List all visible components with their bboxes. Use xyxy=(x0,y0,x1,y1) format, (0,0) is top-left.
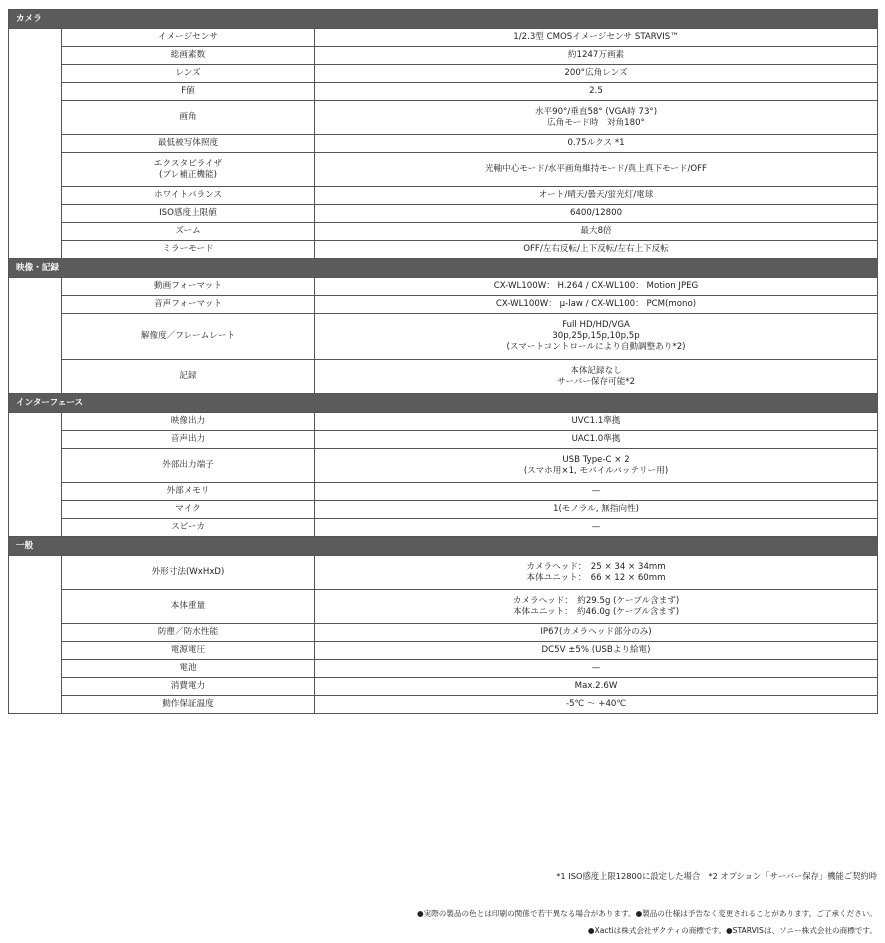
spec-label xyxy=(62,135,315,153)
spec-value xyxy=(315,296,878,314)
spec-label xyxy=(62,678,315,696)
spec-value-line: カメラヘッド： 25 × 34 × 34mm xyxy=(526,561,666,572)
spec-value xyxy=(315,314,878,360)
spec-value-line: 6400/12800 xyxy=(569,208,623,218)
spec-value-line: — xyxy=(591,663,601,673)
spec-value-line: USB Type-C × 2 xyxy=(562,454,630,465)
spec-value xyxy=(315,642,878,660)
section-indent xyxy=(9,29,62,259)
spec-label-line: 防塵／防水性能 xyxy=(157,627,219,637)
spec-value-line: 30p,25p,15p,10p,5p xyxy=(552,331,640,341)
spec-value-line: Full HD/HD/VGA xyxy=(562,320,630,330)
spec-row xyxy=(9,660,878,678)
spec-label xyxy=(62,413,315,431)
spec-row xyxy=(9,278,878,296)
spec-value-line: CX-WL100W： H.264 / CX-WL100： Motion JPEG xyxy=(493,281,699,291)
section-indent xyxy=(9,413,62,537)
spec-label-line: ズーム xyxy=(175,226,201,236)
spec-label-line: ホワイトバランス xyxy=(153,190,223,200)
footnote-disclaimer: ●実際の製品の色とは印刷の関係で若干異なる場合があります。●製品の仕様は予告なく変更されることがあります。ご了承ください。 xyxy=(416,909,877,918)
spec-label-line: 音声フォーマット xyxy=(154,299,222,309)
spec-label xyxy=(62,483,315,501)
spec-label-line: ミラーモード xyxy=(162,244,214,254)
spec-label xyxy=(62,696,315,714)
spec-row xyxy=(9,413,878,431)
spec-row xyxy=(9,241,878,259)
spec-value-line: -5℃ ～ +40℃ xyxy=(565,699,627,709)
spec-label-line: 総画素数 xyxy=(170,50,206,60)
spec-label-line: F値 xyxy=(181,86,195,96)
spec-value-line: — xyxy=(591,486,601,496)
spec-value xyxy=(315,501,878,519)
spec-label xyxy=(62,449,315,483)
spec-label-line: 外部メモリ xyxy=(166,486,210,496)
spec-value-line: 光軸中心モード/水平画角維持モード/真上真下モード/OFF xyxy=(485,164,707,174)
spec-value xyxy=(315,624,878,642)
spec-value-line: 水平90°/垂直58° (VGA時 73°) xyxy=(534,106,658,117)
spec-row xyxy=(9,519,878,537)
spec-row xyxy=(9,47,878,65)
spec-value xyxy=(315,278,878,296)
spec-value xyxy=(315,187,878,205)
spec-value xyxy=(315,696,878,714)
spec-value-line: 本体ユニット： 66 × 12 × 60mm xyxy=(526,572,666,583)
spec-row xyxy=(9,29,878,47)
spec-row xyxy=(9,153,878,187)
spec-value xyxy=(315,47,878,65)
spec-label-line: 画角 xyxy=(179,112,197,122)
spec-label xyxy=(62,360,315,394)
spec-value-line: — xyxy=(591,522,601,532)
section-title: カメラ xyxy=(9,10,878,29)
spec-label xyxy=(62,223,315,241)
spec-row xyxy=(9,360,878,394)
spec-label xyxy=(62,187,315,205)
spec-row xyxy=(9,624,878,642)
spec-value xyxy=(315,360,878,394)
spec-value xyxy=(315,519,878,537)
spec-value-line: オート/晴天/曇天/蛍光灯/電球 xyxy=(538,190,654,200)
spec-value-line: DC5V ±5% (USBより給電) xyxy=(541,645,651,655)
spec-value-line: (スマートコントロールにより自動調整あり*2) xyxy=(506,342,686,352)
spec-row xyxy=(9,449,878,483)
spec-value xyxy=(315,660,878,678)
spec-label-line: 音声出力 xyxy=(170,434,206,444)
spec-label xyxy=(62,65,315,83)
spec-label-line: マイク xyxy=(175,504,201,514)
spec-value xyxy=(315,431,878,449)
spec-label xyxy=(62,278,315,296)
spec-value xyxy=(315,153,878,187)
spec-value xyxy=(315,241,878,259)
spec-label xyxy=(62,205,315,223)
spec-label xyxy=(62,296,315,314)
spec-value-line: 1(モノラル, 無指向性) xyxy=(552,504,640,514)
spec-value-line: 200°広角レンズ xyxy=(564,68,628,78)
spec-label-line: 映像出力 xyxy=(170,416,206,426)
spec-label-line: 動画フォーマット xyxy=(154,281,222,291)
spec-value xyxy=(315,483,878,501)
spec-label-line: ISO感度上限値 xyxy=(159,208,217,218)
spec-label xyxy=(62,241,315,259)
spec-row xyxy=(9,101,878,135)
spec-value-line: (スマホ用×1, モバイルバッテリー用) xyxy=(523,465,669,476)
spec-value-line: 0.75ルクス *1 xyxy=(567,138,625,148)
spec-label xyxy=(62,642,315,660)
spec-value xyxy=(315,413,878,431)
spec-value xyxy=(315,83,878,101)
spec-label-line: スピーカ xyxy=(171,522,205,532)
section-header xyxy=(9,537,878,556)
section-header xyxy=(9,10,878,29)
spec-label xyxy=(62,556,315,590)
spec-label-line: 記録 xyxy=(179,371,197,381)
spec-label xyxy=(62,431,315,449)
spec-label xyxy=(62,501,315,519)
spec-value-line: 1/2.3型 CMOSイメージセンサ STARVIS™ xyxy=(513,32,679,42)
spec-label-line: エクスタビライザ xyxy=(153,158,223,169)
spec-value-line: 最大8倍 xyxy=(580,226,612,236)
spec-value-line: 本体ユニット： 約46.0g (ケーブル含まず) xyxy=(512,606,680,617)
spec-row xyxy=(9,223,878,241)
spec-value xyxy=(315,223,878,241)
spec-label xyxy=(62,590,315,624)
spec-label xyxy=(62,153,315,187)
spec-label-line: 本体重量 xyxy=(170,601,206,611)
spec-label-line: レンズ xyxy=(175,68,201,78)
spec-label xyxy=(62,47,315,65)
spec-label-line: (ブレ補正機能) xyxy=(159,169,217,180)
spec-label-line: 動作保証温度 xyxy=(162,699,214,709)
spec-row xyxy=(9,187,878,205)
footnote-trademarks: ●Xactiは株式会社ザクティの商標です。●STARVISは、ソニー株式会社の商標です。 xyxy=(587,926,877,935)
spec-label xyxy=(62,83,315,101)
section-indent xyxy=(9,556,62,714)
spec-row xyxy=(9,678,878,696)
spec-value xyxy=(315,205,878,223)
spec-row xyxy=(9,556,878,590)
footnote-conditions: *1 ISO感度上限12800に設定した場合 *2 オプション「サーバー保存」機能ご契約時 xyxy=(556,871,877,881)
section-header xyxy=(9,394,878,413)
spec-value xyxy=(315,65,878,83)
spec-value-line: 2.5 xyxy=(589,86,603,96)
spec-value-line: IP67(カメラヘッド部分のみ) xyxy=(540,627,652,637)
spec-row xyxy=(9,314,878,360)
spec-value xyxy=(315,135,878,153)
spec-label xyxy=(62,314,315,360)
spec-row xyxy=(9,483,878,501)
spec-row xyxy=(9,590,878,624)
spec-value-line: 広角モード時 対角180° xyxy=(547,117,645,128)
spec-value-line: サーバー保存可能*2 xyxy=(556,376,636,387)
spec-table xyxy=(8,9,878,714)
section-indent xyxy=(9,278,62,394)
spec-value-line: 約1247万画素 xyxy=(567,50,625,60)
spec-value xyxy=(315,29,878,47)
spec-value xyxy=(315,678,878,696)
spec-value xyxy=(315,590,878,624)
spec-value-line: カメラヘッド： 約29.5g (ケーブル含まず) xyxy=(512,595,680,606)
spec-row xyxy=(9,65,878,83)
spec-row xyxy=(9,696,878,714)
spec-label xyxy=(62,624,315,642)
spec-label-line: 最低被写体照度 xyxy=(157,138,219,148)
spec-label-line: 外形寸法(WxHxD) xyxy=(151,567,225,577)
spec-label xyxy=(62,101,315,135)
spec-value-line: OFF/左右反転/上下反転/左右上下反転 xyxy=(523,244,669,254)
spec-label-line: 電源電圧 xyxy=(170,645,206,655)
spec-row xyxy=(9,431,878,449)
spec-value xyxy=(315,556,878,590)
spec-label xyxy=(62,660,315,678)
spec-value-line: UVC1.1準拠 xyxy=(571,416,621,426)
spec-value xyxy=(315,101,878,135)
spec-value-line: CX-WL100W： μ-law / CX-WL100： PCM(mono) xyxy=(495,299,697,309)
spec-label-line: イメージセンサ xyxy=(158,32,218,42)
section-title: 映像・記録 xyxy=(9,259,878,278)
section-title: 一般 xyxy=(9,537,878,556)
spec-label-line: 解像度／フレームレート xyxy=(140,331,236,341)
spec-row xyxy=(9,642,878,660)
spec-value xyxy=(315,449,878,483)
spec-row xyxy=(9,501,878,519)
spec-row xyxy=(9,296,878,314)
spec-label xyxy=(62,29,315,47)
spec-label-line: 消費電力 xyxy=(170,681,206,691)
section-header xyxy=(9,259,878,278)
spec-label-line: 外部出力端子 xyxy=(162,460,214,470)
spec-row xyxy=(9,83,878,101)
spec-label xyxy=(62,519,315,537)
spec-label-line: 電池 xyxy=(179,663,197,673)
spec-value-line: Max.2.6W xyxy=(574,681,618,691)
spec-value-line: 本体記録なし xyxy=(570,365,622,376)
section-title: インターフェース xyxy=(9,394,878,413)
spec-value-line: UAC1.0準拠 xyxy=(571,434,621,444)
spec-row xyxy=(9,135,878,153)
spec-row xyxy=(9,205,878,223)
